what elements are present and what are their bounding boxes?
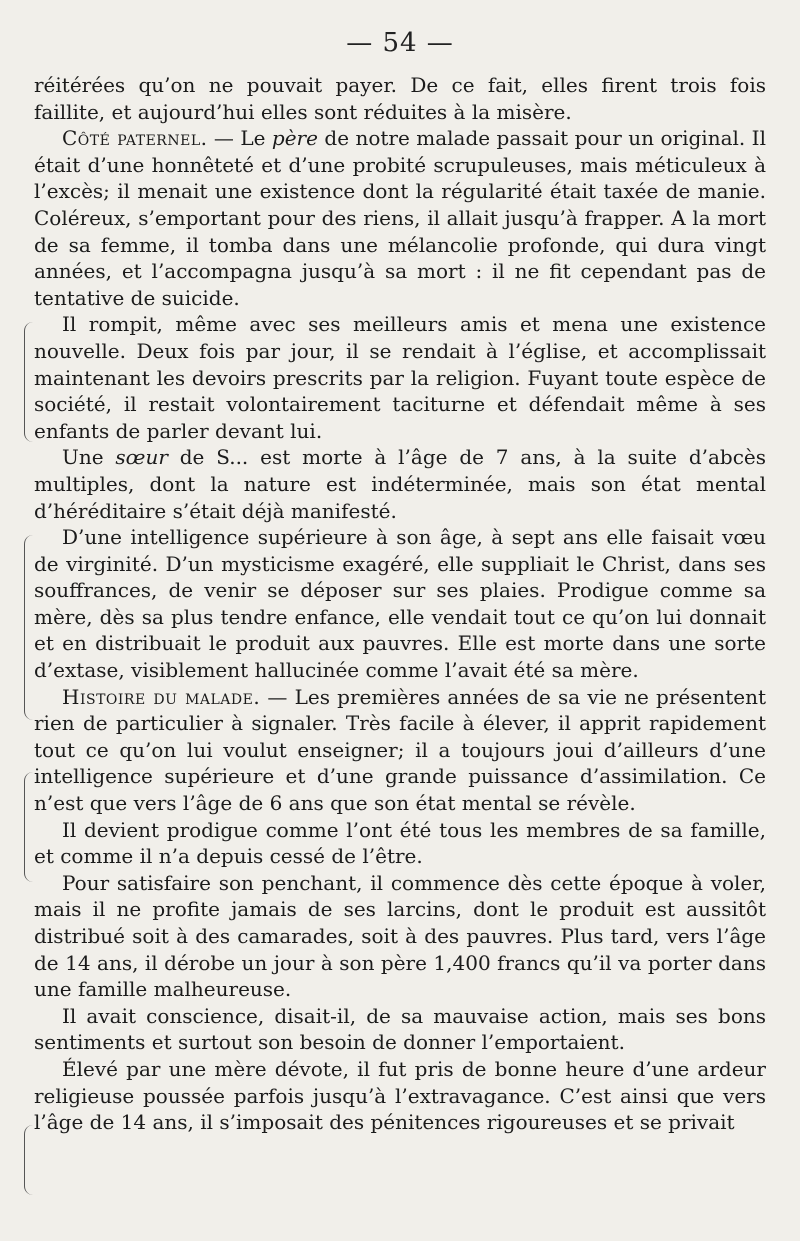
- text-run: de notre malade passait pour un original. Il était d’une honnêteté et d’une probité scrupuleuses, mais méticuleux à l’excès; il menait une existence dont la régularité était taxée de manie. Coléreux, s’emportant pour des riens, il allait jusqu’à frapper. A la mort de sa femme, il tomba dans une mélancolie profonde, qui dura vingt années, et l’accompagna jusqu’à sa mort : il ne fit cependant pas de tentative de suicide.: [34, 126, 766, 310]
- paragraph-soeur: [34, 444, 766, 524]
- paragraph: Il devient prodigue comme l’ont été tous les membres de sa famille, et comme il n’a depuis cessé de l’être.: [34, 817, 766, 869]
- section-label: Côté paternel.: [62, 126, 208, 151]
- paragraph: D’une intelligence supérieure à son âge, à sept ans elle faisait vœu de virginité. D’un mysticisme exagéré, elle suppliait le Christ, dans ses souffrances, de venir se déposer sur ses plaies. Prodigue comme sa mère, dès sa plus tendre enfance, elle vendait tout ce qu’on lui donnait et en distribuait le produit aux pauvres. Elle est morte dans une sorte d’extase, visiblement hallucinée comme l’avait été sa mère.: [34, 525, 766, 683]
- text-run: — Le: [207, 126, 272, 151]
- body-text: [34, 72, 766, 1136]
- paragraph: Élevé par une mère dévote, il fut pris de bonne heure d’une ardeur religieuse poussée parfois jusqu’à l’extravagance. C’est ainsi que vers l’âge de 14 ans, il s’imposait des pénitences rigoureuses et se privait: [34, 1056, 766, 1135]
- margin-bracket: [24, 322, 33, 442]
- margin-bracket: [24, 772, 33, 882]
- page-number: — 54 —: [346, 28, 454, 58]
- paragraph-cote-paternel: [34, 125, 766, 311]
- paragraph: Pour satisfaire son penchant, il commence dès cette époque à voler, mais il ne profite jamais de ses larcins, dont le produit est aussitôt distribué soit à des camarades, soit à des pauvres. Plus tard, vers l’âge de 14 ans, il dérobe un jour à son père 1,400 francs qu’il va porter dans une famille malheureuse.: [34, 870, 766, 1002]
- margin-bracket: [24, 535, 33, 720]
- paragraph: Il avait conscience, disait-il, de sa mauvaise action, mais ses bons sentiments et surtout son besoin de donner l’emportaient.: [34, 1003, 766, 1055]
- section-label: Histoire du malade.: [62, 684, 261, 709]
- text-run: Une: [62, 445, 116, 470]
- paragraph: Il rompit, même avec ses meilleurs amis et mena une existence nouvelle. Deux fois par jour, il se rendait à l’église, et accomplissait maintenant les devoirs prescrits par la religion. Fuyant toute espèce de société, il restait volontairement taciturne et défendait même à ses enfants de parler devant lui.: [34, 312, 766, 443]
- emphasis: père: [271, 126, 318, 151]
- margin-bracket: [24, 1125, 33, 1195]
- paragraph: réitérées qu’on ne pouvait payer. De ce fait, elles firent trois fois faillite, et aujourd’hui elles sont réduites à la misère.: [34, 73, 766, 124]
- paragraph-histoire: [34, 684, 766, 817]
- text-run: — Les premières années de sa vie ne présentent rien de particulier à signaler. Très facile à élever, il apprit rapidement tout ce qu’on lui voulut enseigner; il a toujours joui d’ailleurs d’une intelligence supérieure et d’une grande puissance d’assimilation. Ce n’est que vers l’âge de 6 ans que son état mental se révèle.: [34, 684, 766, 816]
- emphasis: sœur: [115, 445, 168, 470]
- text-run: de S... est morte à l’âge de 7 ans, à la suite d’abcès multiples, dont la nature est indéterminée, mais son état mental d’héréditaire s’était déjà manifesté.: [34, 445, 766, 523]
